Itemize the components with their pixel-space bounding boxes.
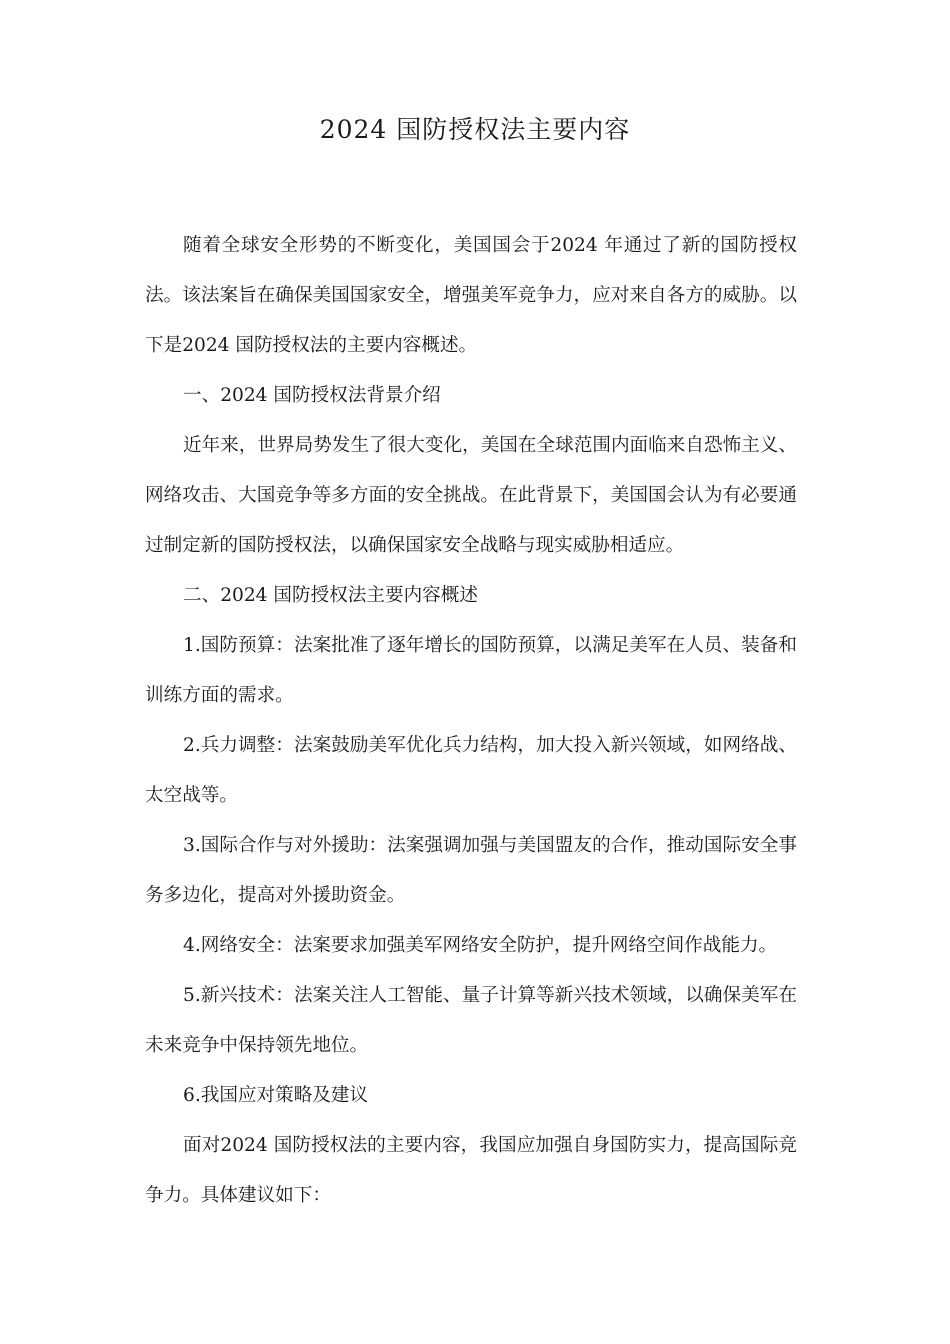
list-item-response-strategy: 6.我国应对策略及建议 (183, 1085, 369, 1106)
background-paragraph: 近年来，世界局势发生了很大变化，美国在全球范围内面临来自恐怖主义、网络攻击、大国竞争等多方面的安全挑战。在此背景下，美国国会认为有必要通过制定新的国防授权法，以确保国家安全战略与现实威胁相适应。 (145, 435, 797, 556)
list-item-force-adjustment: 2.兵力调整：法案鼓励美军优化兵力结构，加大投入新兴领域，如网络战、太空战等。 (145, 735, 797, 806)
document-title: 2024 国防授权法主要内容 (319, 115, 631, 144)
list-item-cyber-security: 4.网络安全：法案要求加强美军网络安全防护，提升网络空间作战能力。 (183, 935, 778, 956)
section-heading-overview: 二、2024 国防授权法主要内容概述 (183, 585, 478, 606)
list-item-emerging-tech: 5.新兴技术：法案关注人工智能、量子计算等新兴技术领域，以确保美军在未来竞争中保持领先地位。 (145, 985, 797, 1056)
closing-paragraph: 面对2024 国防授权法的主要内容，我国应加强自身国防实力，提高国际竞争力。具体建议如下： (145, 1135, 797, 1206)
list-item-budget: 1.国防预算：法案批准了逐年增长的国防预算，以满足美军在人员、装备和训练方面的需求。 (145, 635, 797, 706)
document-body (145, 221, 797, 1221)
section-heading-background: 一、2024 国防授权法背景介绍 (183, 385, 441, 406)
list-item-international-cooperation: 3.国际合作与对外援助：法案强调加强与美国盟友的合作，推动国际安全事务多边化，提高对外援助资金。 (145, 835, 797, 906)
intro-paragraph: 随着全球安全形势的不断变化，美国国会于2024 年通过了新的国防授权法。该法案旨在确保美国国家安全，增强美军竞争力，应对来自各方的威胁。以下是2024 国防授权法的主要内容概述。 (145, 235, 797, 356)
